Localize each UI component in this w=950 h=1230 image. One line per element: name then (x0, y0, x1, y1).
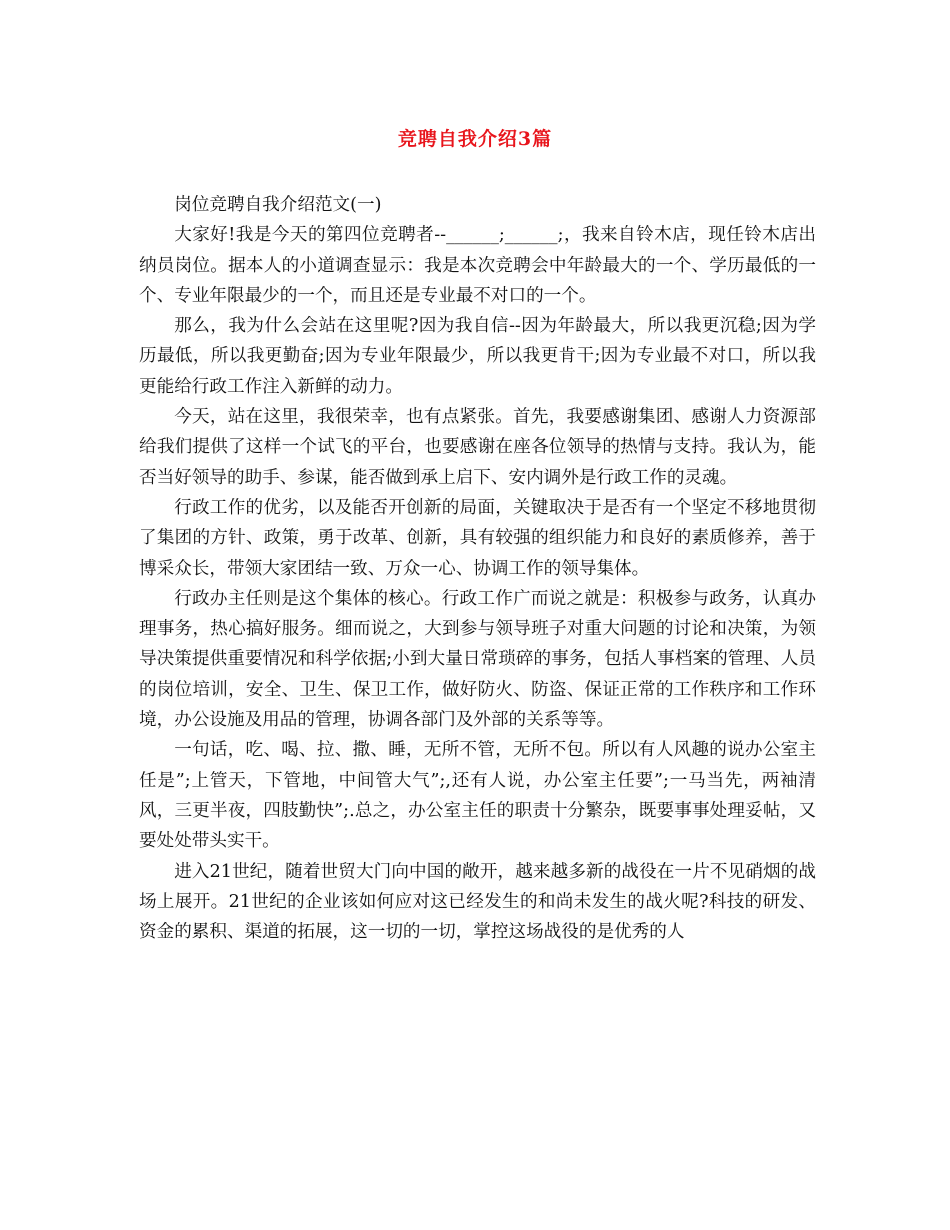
paragraph: 今天，站在这里，我很荣幸，也有点紧张。首先，我要感谢集团、感谢人力资源部给我们提供了这样一个试飞的平台，也要感谢在座各位领导的热情与支持。我认为，能否当好领导的助手、参谋，能否做到承上启下、安内调外是行政工作的灵魂。 (139, 407, 816, 488)
document-title: 竞聘自我介绍3篇 (397, 128, 553, 150)
document-body (139, 190, 816, 947)
paragraph: 行政工作的优劣，以及能否开创新的局面，关键取决于是否有一个坚定不移地贯彻了集团的方针、政策，勇于改革、创新，具有较强的组织能力和良好的素质修养，善于博采众长，带领大家团结一致、万众一心、协调工作的领导集体。 (139, 497, 816, 579)
paragraph: 那么，我为什么会站在这里呢?因为我自信--因为年龄最大，所以我更沉稳;因为学历最低，所以我更勤奋;因为专业年限最少，所以我更肯干;因为专业最不对口，所以我更能给行政工作注入新鲜的动力。 (139, 316, 816, 397)
paragraph: 一句话，吃、喝、拉、撒、睡，无所不管，无所不包。所以有人风趣的说办公室主任是”;上管天，下管地，中间管大气”;,还有人说，办公室主任要”;一马当先，两袖清风，三更半夜，四肢勤快”;.总之，办公室主任的职责十分繁杂，既要事事处理妥帖，又要处处带头实干。 (139, 740, 816, 852)
paragraph: 进入21世纪，随着世贸大门向中国的敞开，越来越多新的战役在一片不见硝烟的战场上展开。21世纪的企业该如何应对这已经发生的和尚未发生的战火呢?科技的研发、资金的累积、渠道的拓展，这一切的一切，掌控这场战役的是优秀的人 (139, 861, 816, 943)
paragraph: 大家好!我是今天的第四位竞聘者--______;______;，我来自铃木店，现任铃木店出纳员岗位。据本人的小道调查显示：我是本次竞聘会中年龄最大的一个、学历最低的一个、专业年限最少的一个，而且还是专业最不对口的一个。 (139, 225, 816, 306)
paragraph: 行政办主任则是这个集体的核心。行政工作广而说之就是：积极参与政务，认真办理事务，热心搞好服务。细而说之，大到参与领导班子对重大问题的讨论和决策，为领导决策提供重要情况和科学依据;小到大量日常琐碎的事务，包括人事档案的管理、人员的岗位培训，安全、卫生、保卫工作，做好防火、防盗、保证正常的工作秩序和工作环境，办公设施及用品的管理，协调各部门及外部的关系等等。 (139, 588, 816, 731)
paragraph-heading: 岗位竞聘自我介绍范文(一) (174, 195, 382, 215)
